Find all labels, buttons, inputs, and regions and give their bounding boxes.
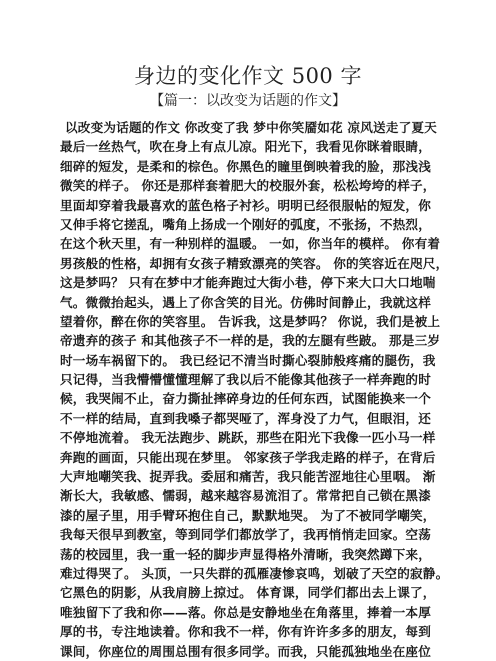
body-text-line: 以改变为话题的作文 你改变了我 梦中你笑靥如花 凉风送走了夏天 — [65, 120, 437, 135]
body-text-line: 大声地嘲笑我、捉弄我。委屈和痛苦，我只能苦涩地往心里咽。 渐 — [60, 469, 436, 485]
body-text-line: 我每天很早到教室，等到同学们都放学了，我再悄悄走回家。空荡 — [60, 527, 432, 543]
body-text-line: 微笑的样子。 你还是那样套着肥大的校服外套，松松垮垮的样子， — [60, 178, 436, 194]
body-text-line: 荡的校园里，我一重一轻的脚步声显得格外清晰，我突然蹲下来， — [60, 546, 432, 562]
body-text-line: 气。微微抬起头，遇上了你含笑的目光。仿佛时间静止，我就这样 — [60, 294, 432, 310]
body-text-line: 男孩般的性格，却拥有女孩子精致漂亮的笑容。 你的笑容近在咫尺， — [60, 255, 449, 271]
body-text-line: 它黑色的阴影，从我肩膀上掠过。 体育课，同学们都出去上课了， — [60, 585, 436, 601]
body-text-line: 渐长大，我敏感、懦弱，越来越容易流泪了。常常把自己锁在黑漆 — [60, 488, 432, 504]
body-text-line: 只记得，当我懵懵懂懂理解了我以后不能像其他孩子一样奔跑的时 — [60, 372, 432, 388]
body-text-line: 候，我哭闹不止，奋力撕扯摔碎身边的任何东西，试图能换来一个 — [60, 391, 432, 407]
body-text-line: 时一场车祸留下的。 我已经记不清当时撕心裂肺般疼痛的腿伤，我 — [60, 352, 436, 368]
body-text-line: 厚的书，专注地读着。你和我不一样，你有许许多多的朋友，每到 — [60, 624, 432, 640]
body-text-line: 帝遗弃的孩子 和其他孩子不一样的是，我的左腿有些跛。 那是三岁 — [60, 333, 441, 349]
body-text-line: 漆的屋子里，用手臂环抱住自己，默默地哭。 为了不被同学嘲笑， — [60, 507, 436, 523]
body-text-line: 最后一丝热气，吹在身上有点儿凉。阳光下，我看见你眯着眼睛， — [60, 139, 432, 155]
body-text-line: 细碎的短发，是柔和的棕色。你黑色的瞳里倒映着我的脸，那浅浅 — [60, 158, 432, 174]
body-text-line: 望着你，醉在你的笑容里。 告诉我，这是梦吗？ 你说，我们是被上 — [60, 313, 441, 329]
body-text-line: 又伸手将它搓乱，嘴角上扬成一个刚好的弧度，不张扬，不热烈， — [60, 216, 432, 232]
section-heading: 【篇一：以改变为话题的作文】 — [150, 93, 346, 109]
body-text-line: 奔跑的画面，只能出现在梦里。 邻家孩子学我走路的样子，在背后 — [60, 449, 436, 465]
body-text-line: 唯独留下了我和你——落。你总是安静地坐在角落里，捧着一本厚 — [60, 604, 432, 620]
body-text-line: 里面却穿着我最喜欢的蓝色格子衬衫。明明已经很服帖的短发，你 — [60, 197, 432, 213]
body-text-line: 这是梦吗？ 只有在梦中才能奔跑过大街小巷，停下来大口大口地喘 — [60, 275, 436, 291]
body-text-line: 课间，你座位的周围总围有很多同学。而我，只能孤独地坐在座位 — [60, 643, 432, 659]
body-text — [60, 118, 450, 661]
body-text-line: 不一样的结局，直到我嗓子都哭哑了，浑身没了力气，但眼泪，还 — [60, 410, 432, 426]
body-text-line: 在这个秋天里，有一种别样的温暖。 一如，你当年的模样。 你有着 — [60, 236, 441, 252]
body-text-line: 难过得哭了。 头顶，一只失群的孤雁凄惨哀鸣，划破了天空的寂静。 — [60, 565, 449, 581]
document-title: 身边的变化作文 500 字 — [134, 64, 362, 88]
body-text-line: 不停地流着。 我无法跑步、跳跃，那些在阳光下我像一匹小马一样 — [60, 430, 436, 446]
